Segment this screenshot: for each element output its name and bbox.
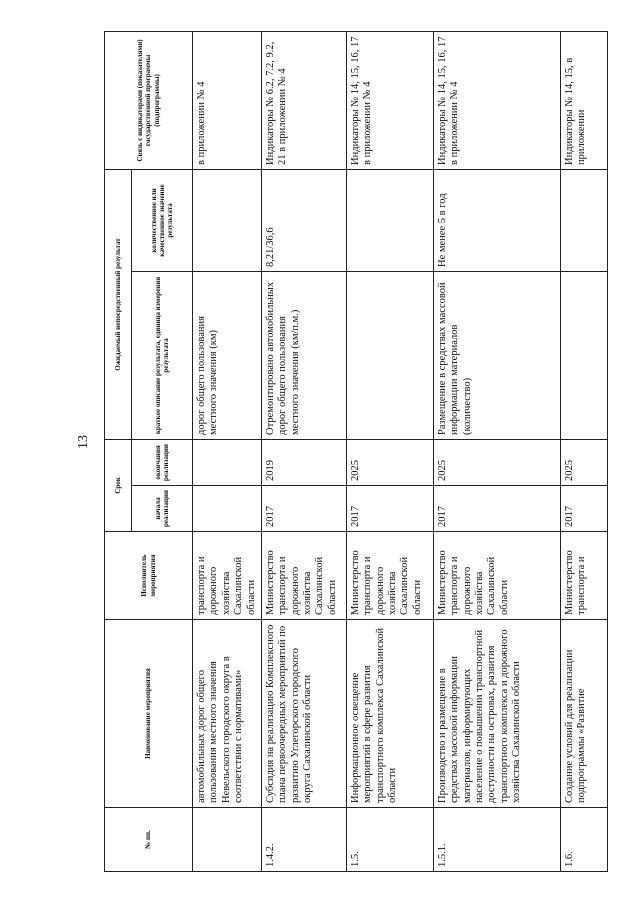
cell-executor: Министерство транспорта и дорожного хозяйства Сахалинской области <box>346 532 433 620</box>
cell-link: Индикаторы № 14, 15, в приложении <box>560 31 607 169</box>
cell-result-desc: Отремонтировано автомобильных дорог общего пользования местного значения (км/п.м.) <box>261 271 346 439</box>
table-row <box>261 31 346 871</box>
cell-end: 2025 <box>346 439 433 485</box>
cell-link: Индикаторы № 14, 15, 16, 17 в приложении № 4 <box>346 31 433 169</box>
cell-result-desc: дорог общего пользования местного значения (км) <box>193 271 262 439</box>
cell-end: 2025 <box>433 439 560 485</box>
cell-executor: Министерство транспорта и <box>560 532 607 620</box>
cell-num: 1.5. <box>346 808 433 872</box>
header-term-end: окончания реализации <box>132 439 193 485</box>
header-result-desc: краткое описание результата, единица измерения результата <box>132 271 193 439</box>
cell-result-value <box>560 169 607 271</box>
cell-executor: транспорта и дорожного хозяйства Сахалинской области <box>193 532 262 620</box>
cell-link: Индикаторы № 6.2, 7.2, 9.2, 21 в приложении № 4 <box>261 31 346 169</box>
cell-name: Субсидия на реализацию Комплексного плана первоочередных мероприятий по развитию Углегорского городского округа Сахалинской области <box>261 620 346 808</box>
table-row <box>193 31 262 871</box>
cell-end: 2025 <box>560 439 607 485</box>
measures-table <box>104 31 608 872</box>
cell-start <box>193 486 262 532</box>
cell-start: 2017 <box>261 486 346 532</box>
cell-result-desc <box>560 271 607 439</box>
cell-name: Информационное освещение мероприятий в сфере развития транспортного комплекса Сахалинской области <box>346 620 433 808</box>
cell-name: Создание условий для реализации подпрограммы «Развитие <box>560 620 607 808</box>
cell-num: 1.6. <box>560 808 607 872</box>
header-result-value: количественное или качественное значение результата <box>132 169 193 271</box>
cell-num <box>193 808 262 872</box>
cell-executor: Министерство транспорта и дорожного хозяйства Сахалинской области <box>261 532 346 620</box>
cell-result-value <box>346 169 433 271</box>
cell-end: 2019 <box>261 439 346 485</box>
header-executor: Исполнитель мероприятия <box>105 532 193 620</box>
cell-link: в приложении № 4 <box>193 31 262 169</box>
header-term-start: начала реализации <box>132 486 193 532</box>
cell-result-value: 8,21/36,6 <box>261 169 346 271</box>
cell-start: 2017 <box>346 486 433 532</box>
header-name: Наименование мероприятия <box>105 620 193 808</box>
cell-result-desc <box>346 271 433 439</box>
cell-name: Производство и размещение в средствах массовой информации материалов, информирующих население о повышении транспортной доступности на островах, развития транспортного комплекса и дорожного хозяйства Сахалинской области <box>433 620 560 808</box>
cell-start: 2017 <box>433 486 560 532</box>
header-num: № пп. <box>105 808 193 872</box>
header-result: Ожидаемый непосредственный результат <box>105 169 132 439</box>
cell-num: 1.5.1. <box>433 808 560 872</box>
cell-result-desc: Размещение в средствах массовой информации материалов (количество) <box>433 271 560 439</box>
cell-link: Индикаторы № 14, 15, 16, 17 в приложении № 4 <box>433 31 560 169</box>
cell-num: 1.4.2. <box>261 808 346 872</box>
header-link: Связь с индикаторами (показателями) государственной программы (подпрограммы) <box>105 31 193 169</box>
table-row <box>346 31 433 871</box>
cell-end <box>193 439 262 485</box>
table-row <box>560 31 607 871</box>
page-number: 13 <box>76 435 91 449</box>
cell-name: автомобильных дорог общего пользования местного значения Невельского городского округа в соответствии с нормативами» <box>193 620 262 808</box>
table-row <box>433 31 560 871</box>
cell-executor: Министерство транспорта и дорожного хозяйства Сахалинской области <box>433 532 560 620</box>
cell-result-value: Не менее 5 в год <box>433 169 560 271</box>
cell-start: 2017 <box>560 486 607 532</box>
rotated-page-content <box>68 32 618 872</box>
cell-result-value <box>193 169 262 271</box>
header-term: Срок <box>105 439 132 531</box>
